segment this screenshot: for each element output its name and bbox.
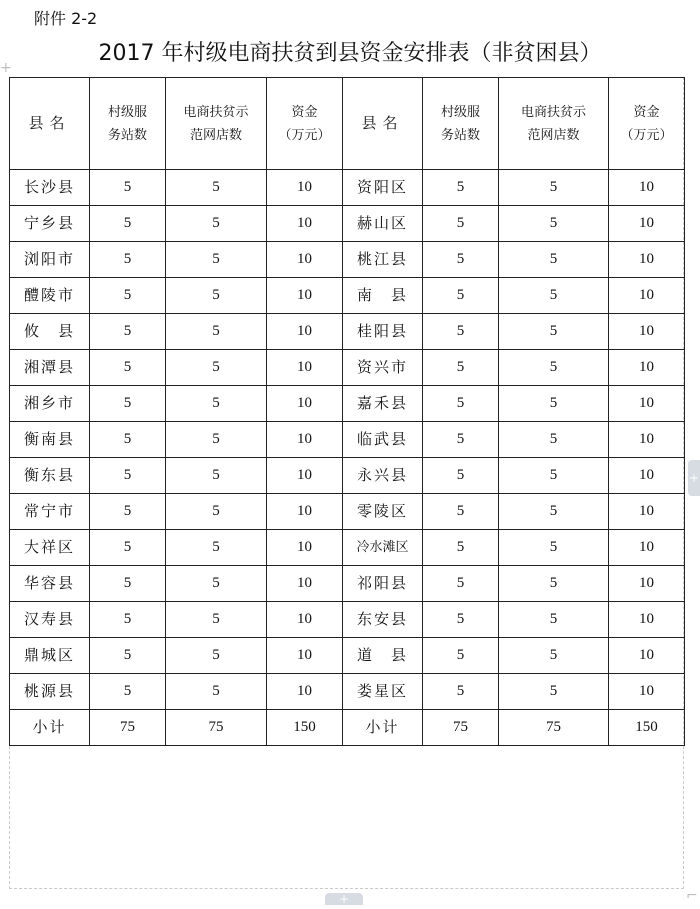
table-row: [10, 314, 685, 350]
county-name: 资兴市: [343, 350, 423, 386]
station-count: 5: [423, 386, 499, 422]
funds-value: 10: [609, 422, 685, 458]
funds-value: 10: [267, 206, 343, 242]
station-count: 5: [423, 422, 499, 458]
funds-value: 10: [609, 458, 685, 494]
station-count: 5: [423, 170, 499, 206]
funds-value: 10: [267, 242, 343, 278]
shop-count: 5: [499, 494, 609, 530]
county-name: 娄星区: [343, 674, 423, 710]
county-name: 衡东县: [10, 458, 90, 494]
subtotal-row: [10, 710, 685, 746]
station-count: 5: [423, 674, 499, 710]
county-name: 资阳区: [343, 170, 423, 206]
county-name: 长沙县: [10, 170, 90, 206]
shop-count: 5: [166, 422, 267, 458]
funds-value: 10: [609, 314, 685, 350]
station-count: 5: [90, 170, 166, 206]
subtotal-label: 小计: [343, 710, 423, 746]
table-row: [10, 206, 685, 242]
county-name: 临武县: [343, 422, 423, 458]
station-count: 5: [423, 458, 499, 494]
station-count: 5: [423, 350, 499, 386]
shop-count: 5: [166, 530, 267, 566]
shop-count: 5: [166, 674, 267, 710]
subtotal-shops: 75: [166, 710, 267, 746]
station-count: 5: [423, 530, 499, 566]
shop-count: 5: [499, 350, 609, 386]
funds-value: 10: [609, 386, 685, 422]
county-name: 醴陵市: [10, 278, 90, 314]
funds-value: 10: [267, 674, 343, 710]
funds-value: 10: [267, 170, 343, 206]
funds-value: 10: [609, 530, 685, 566]
station-count: 5: [90, 530, 166, 566]
county-name: 嘉禾县: [343, 386, 423, 422]
side-expand-handle[interactable]: [688, 460, 700, 496]
table-row: [10, 638, 685, 674]
funds-value: 10: [267, 314, 343, 350]
plus-icon: +: [688, 471, 700, 485]
county-name: 湘乡市: [10, 386, 90, 422]
header-shops: 电商扶贫示 范网店数: [166, 78, 267, 170]
shop-count: 5: [499, 422, 609, 458]
station-count: 5: [423, 566, 499, 602]
table-row: [10, 242, 685, 278]
station-count: 5: [90, 494, 166, 530]
funds-value: 10: [267, 386, 343, 422]
county-name: 桂阳县: [343, 314, 423, 350]
station-count: 5: [90, 638, 166, 674]
table-row: [10, 170, 685, 206]
shop-count: 5: [499, 458, 609, 494]
shop-count: 5: [166, 350, 267, 386]
county-name: 华容县: [10, 566, 90, 602]
table-row: [10, 458, 685, 494]
funds-value: 10: [267, 494, 343, 530]
table-row: [10, 278, 685, 314]
station-count: 5: [90, 350, 166, 386]
shop-count: 5: [499, 566, 609, 602]
county-name: 赫山区: [343, 206, 423, 242]
funds-value: 10: [267, 638, 343, 674]
shop-count: 5: [499, 386, 609, 422]
subtotal-funds: 150: [267, 710, 343, 746]
header-shops: 电商扶贫示 范网店数: [499, 78, 609, 170]
table-row: [10, 350, 685, 386]
funds-value: 10: [609, 566, 685, 602]
shop-count: 5: [499, 242, 609, 278]
station-count: 5: [423, 278, 499, 314]
county-name: 零陵区: [343, 494, 423, 530]
table-row: [10, 566, 685, 602]
county-name: 宁乡县: [10, 206, 90, 242]
station-count: 5: [423, 206, 499, 242]
page-title: 2017 年村级电商扶贫到县资金安排表（非贫困县）: [98, 41, 602, 66]
table-row: [10, 530, 685, 566]
header-stations: 村级服 务站数: [90, 78, 166, 170]
station-count: 5: [423, 602, 499, 638]
shop-count: 5: [166, 494, 267, 530]
header-county: 县名: [343, 78, 423, 170]
header-funds: 资金 （万元）: [609, 78, 685, 170]
county-name: 汉寿县: [10, 602, 90, 638]
station-count: 5: [90, 278, 166, 314]
shop-count: 5: [166, 206, 267, 242]
subtotal-shops: 75: [499, 710, 609, 746]
table-row: [10, 674, 685, 710]
shop-count: 5: [166, 314, 267, 350]
shop-count: 5: [499, 530, 609, 566]
shop-count: 5: [166, 242, 267, 278]
county-name: 鼎城区: [10, 638, 90, 674]
county-name: 桃源县: [10, 674, 90, 710]
county-name: 衡南县: [10, 422, 90, 458]
shop-count: 5: [166, 386, 267, 422]
funds-value: 10: [267, 602, 343, 638]
station-count: 5: [423, 242, 499, 278]
table-resize-handle-icon[interactable]: ⌐: [686, 888, 698, 904]
table-row: [10, 386, 685, 422]
header-stations: 村级服 务站数: [423, 78, 499, 170]
table-move-handle-icon[interactable]: +: [0, 60, 12, 76]
county-name: 东安县: [343, 602, 423, 638]
plus-icon: +: [338, 892, 350, 906]
county-name: 冷水滩区: [343, 530, 423, 566]
shop-count: 5: [499, 602, 609, 638]
county-name: 道 县: [343, 638, 423, 674]
county-name: 攸 县: [10, 314, 90, 350]
station-count: 5: [90, 566, 166, 602]
funds-value: 10: [267, 530, 343, 566]
funds-value: 10: [609, 278, 685, 314]
funds-value: 10: [609, 602, 685, 638]
county-name: 大祥区: [10, 530, 90, 566]
table-row: [10, 422, 685, 458]
shop-count: 5: [499, 206, 609, 242]
county-name: 常宁市: [10, 494, 90, 530]
header-funds: 资金 （万元）: [267, 78, 343, 170]
funds-value: 10: [609, 350, 685, 386]
funds-value: 10: [609, 170, 685, 206]
station-count: 5: [423, 314, 499, 350]
table-row: [10, 494, 685, 530]
attachment-label: 附件 2-2: [34, 9, 98, 28]
header-county: 县名: [10, 78, 90, 170]
funds-value: 10: [267, 422, 343, 458]
funds-value: 10: [609, 674, 685, 710]
station-count: 5: [90, 602, 166, 638]
funds-value: 10: [609, 242, 685, 278]
shop-count: 5: [166, 602, 267, 638]
subtotal-stations: 75: [90, 710, 166, 746]
county-name: 湘潭县: [10, 350, 90, 386]
station-count: 5: [90, 674, 166, 710]
funds-value: 10: [267, 566, 343, 602]
funds-value: 10: [267, 350, 343, 386]
station-count: 5: [90, 206, 166, 242]
shop-count: 5: [166, 458, 267, 494]
shop-count: 5: [166, 566, 267, 602]
station-count: 5: [90, 422, 166, 458]
shop-count: 5: [499, 638, 609, 674]
county-name: 永兴县: [343, 458, 423, 494]
station-count: 5: [90, 314, 166, 350]
station-count: 5: [423, 638, 499, 674]
funding-table: [9, 77, 685, 746]
station-count: 5: [90, 242, 166, 278]
shop-count: 5: [166, 638, 267, 674]
county-name: 南 县: [343, 278, 423, 314]
bottom-expand-handle[interactable]: [325, 893, 363, 905]
county-name: 祁阳县: [343, 566, 423, 602]
funds-value: 10: [267, 458, 343, 494]
shop-count: 5: [166, 170, 267, 206]
shop-count: 5: [499, 170, 609, 206]
shop-count: 5: [499, 314, 609, 350]
county-name: 桃江县: [343, 242, 423, 278]
station-count: 5: [90, 458, 166, 494]
subtotal-stations: 75: [423, 710, 499, 746]
subtotal-label: 小计: [10, 710, 90, 746]
shop-count: 5: [166, 278, 267, 314]
funds-value: 10: [609, 206, 685, 242]
table-row: [10, 602, 685, 638]
station-count: 5: [423, 494, 499, 530]
funds-value: 10: [267, 278, 343, 314]
header-row: [10, 78, 685, 170]
county-name: 浏阳市: [10, 242, 90, 278]
funds-value: 10: [609, 638, 685, 674]
shop-count: 5: [499, 278, 609, 314]
shop-count: 5: [499, 674, 609, 710]
funds-value: 10: [609, 494, 685, 530]
subtotal-funds: 150: [609, 710, 685, 746]
station-count: 5: [90, 386, 166, 422]
